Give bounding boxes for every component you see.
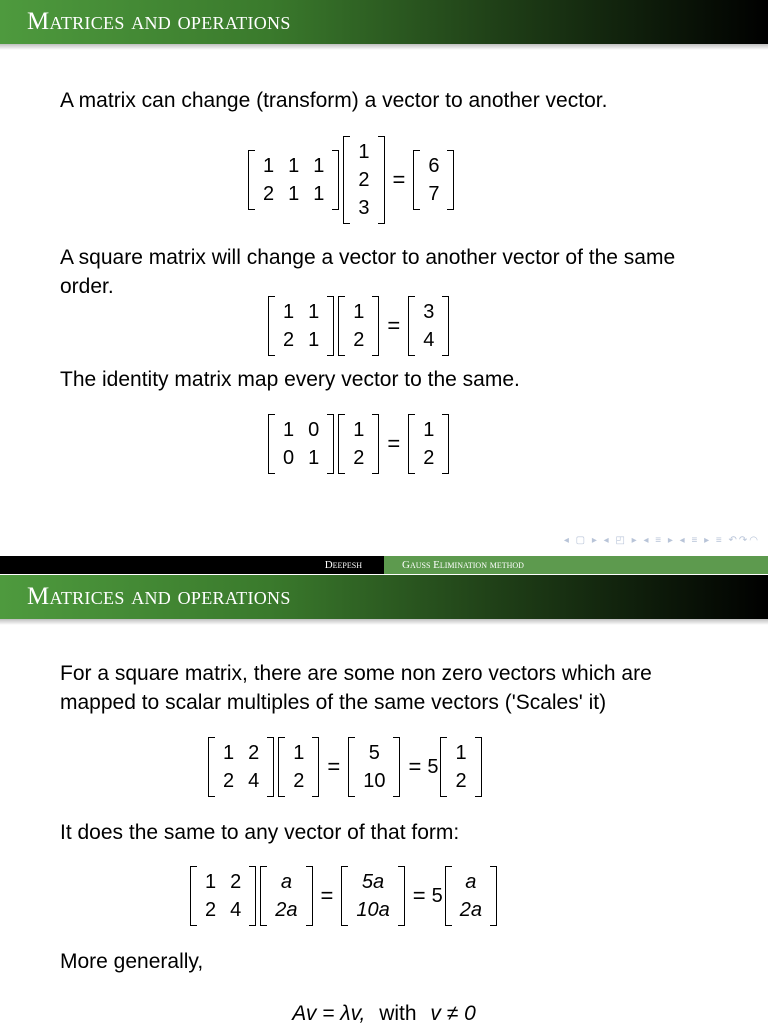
matrix-cell: 1 [353, 301, 365, 323]
slide1-paragraph-2: A square matrix will change a vector to another vector of the same order. [60, 246, 676, 298]
left-bracket [208, 737, 215, 797]
right-bracket [442, 296, 449, 356]
result-vector [341, 866, 404, 926]
right-bracket [327, 296, 334, 356]
matrix-cell: 2 [248, 742, 260, 764]
equals-sign: = [412, 883, 426, 908]
matrix-cell: 1 [313, 155, 325, 177]
equals-sign: = [327, 754, 341, 779]
matrix-cell: 2 [263, 183, 275, 205]
matrix-cell: 1 [205, 871, 217, 893]
right-bracket [332, 150, 339, 210]
vector [278, 737, 319, 797]
slide2-paragraph-3: More generally, [60, 950, 204, 973]
slide1-equation-3 [266, 414, 451, 474]
slide1-equation-2 [266, 296, 451, 356]
matrix-cell: 1 [423, 419, 435, 441]
eigen-equation [0, 1002, 768, 1026]
equals-sign: = [387, 431, 401, 456]
header-shadow [0, 44, 768, 50]
slide1-paragraph-1: A matrix can change (transform) a vector to another vector. [60, 89, 608, 112]
eigen-lhs: Av = λv, [292, 1002, 366, 1025]
vector [260, 866, 312, 926]
matrix [208, 737, 274, 797]
vector [343, 136, 384, 224]
equals-sign: = [408, 754, 422, 779]
matrix-cell: 2 [358, 169, 370, 191]
vector [338, 296, 379, 356]
left-bracket [343, 136, 350, 224]
slide2-paragraph-1: For a square matrix, there are some non zero vectors which are mapped to scalar multiples of the same vectors ('Scales' it) [60, 662, 652, 714]
matrix [268, 296, 334, 356]
left-bracket [445, 866, 452, 926]
right-bracket [267, 737, 274, 797]
scalar: 5 [427, 755, 439, 778]
matrix-cell: 2a [275, 899, 298, 921]
matrix-cell: a [280, 871, 292, 893]
right-bracket [327, 414, 334, 474]
matrix-cell: 1 [283, 301, 295, 323]
right-bracket [378, 136, 385, 224]
matrix-cell: 2 [353, 447, 365, 469]
left-bracket [248, 150, 255, 210]
matrix [248, 150, 339, 210]
matrix-cell: 2 [283, 329, 295, 351]
matrix-cell: 2 [455, 770, 467, 792]
eigen-vector [440, 737, 481, 797]
matrix-cell: 1 [308, 329, 320, 351]
result-vector [413, 150, 454, 210]
matrix-cell: 6 [428, 155, 440, 177]
left-bracket [190, 866, 197, 926]
matrix-cell: 4 [248, 770, 260, 792]
matrix-cell: 1 [308, 447, 320, 469]
with-text: with [379, 1002, 417, 1025]
slide1-equation-1 [246, 136, 456, 224]
matrix-cell: 2 [423, 447, 435, 469]
matrix-cell: 1 [283, 419, 295, 441]
matrix-cell: 2 [353, 329, 365, 351]
right-bracket [372, 296, 379, 356]
slide1-paragraph-3: The identity matrix map every vector to the same. [60, 368, 520, 391]
nonzero-condition: v ≠ 0 [430, 1002, 476, 1025]
matrix-cell: 0 [308, 419, 320, 441]
matrix-cell: 5 [368, 742, 380, 764]
result-vector [408, 296, 449, 356]
left-bracket [268, 296, 275, 356]
matrix-cell: 2 [230, 871, 242, 893]
right-bracket [442, 414, 449, 474]
footer-bar [0, 556, 768, 574]
left-bracket [338, 414, 345, 474]
matrix [190, 866, 256, 926]
right-bracket [490, 866, 497, 926]
left-bracket [413, 150, 420, 210]
eigen-vector [445, 866, 497, 926]
matrix-cell: 2a [459, 899, 482, 921]
right-bracket [447, 150, 454, 210]
left-bracket [260, 866, 267, 926]
matrix-cell: 1 [288, 183, 300, 205]
matrix-cell: 1 [313, 183, 325, 205]
matrix-cell: a [465, 871, 477, 893]
matrix-cell: 1 [353, 419, 365, 441]
navigation-icons[interactable]: ◂ ▢ ▸ ◂ ◰ ▸ ◂ ≡ ▸ ◂ ≡ ▸ ≡ ↶↷◠ [563, 535, 760, 546]
matrix-cell: 3 [358, 197, 370, 219]
matrix-cell: 2 [223, 770, 235, 792]
left-bracket [341, 866, 348, 926]
matrix-cell: 2 [293, 770, 305, 792]
matrix-cell: 1 [288, 155, 300, 177]
left-bracket [408, 414, 415, 474]
footer-topic: Gauss Elimination method [384, 556, 768, 574]
vector [338, 414, 379, 474]
right-bracket [306, 866, 313, 926]
matrix-cell: 5a [361, 871, 385, 893]
equals-sign: = [320, 883, 334, 908]
matrix-cell: 1 [263, 155, 275, 177]
slide2-equation-1 [206, 737, 484, 797]
result-vector [348, 737, 400, 797]
equals-sign: = [392, 167, 406, 192]
right-bracket [398, 866, 405, 926]
matrix-cell: 1 [293, 742, 305, 764]
left-bracket [440, 737, 447, 797]
slide1-title: Matrices and operations [0, 0, 768, 44]
matrix-cell: 7 [428, 183, 440, 205]
matrix-cell: 0 [283, 447, 295, 469]
right-bracket [312, 737, 319, 797]
left-bracket [278, 737, 285, 797]
left-bracket [348, 737, 355, 797]
left-bracket [408, 296, 415, 356]
left-bracket [338, 296, 345, 356]
footer-author: Deepesh [0, 556, 384, 574]
beamer-navigation-bar[interactable] [0, 535, 768, 551]
matrix-cell: 1 [455, 742, 467, 764]
identity-matrix [268, 414, 334, 474]
right-bracket [249, 866, 256, 926]
right-bracket [475, 737, 482, 797]
slide2-title: Matrices and operations [0, 575, 768, 619]
matrix-cell: 1 [223, 742, 235, 764]
scalar: 5 [431, 884, 443, 907]
matrix-cell: 3 [423, 301, 435, 323]
matrix-cell: 1 [358, 141, 370, 163]
right-bracket [372, 414, 379, 474]
matrix-cell: 4 [230, 899, 242, 921]
right-bracket [393, 737, 400, 797]
slide2-equation-2 [188, 866, 499, 926]
result-vector [408, 414, 449, 474]
matrix-cell: 10 [363, 770, 386, 792]
equals-sign: = [387, 313, 401, 338]
matrix-cell: 10a [356, 899, 390, 921]
slide2-paragraph-2: It does the same to any vector of that form: [60, 821, 460, 844]
matrix-cell: 1 [308, 301, 320, 323]
left-bracket [268, 414, 275, 474]
matrix-cell: 4 [423, 329, 435, 351]
header-shadow [0, 619, 768, 625]
matrix-cell: 2 [205, 899, 217, 921]
